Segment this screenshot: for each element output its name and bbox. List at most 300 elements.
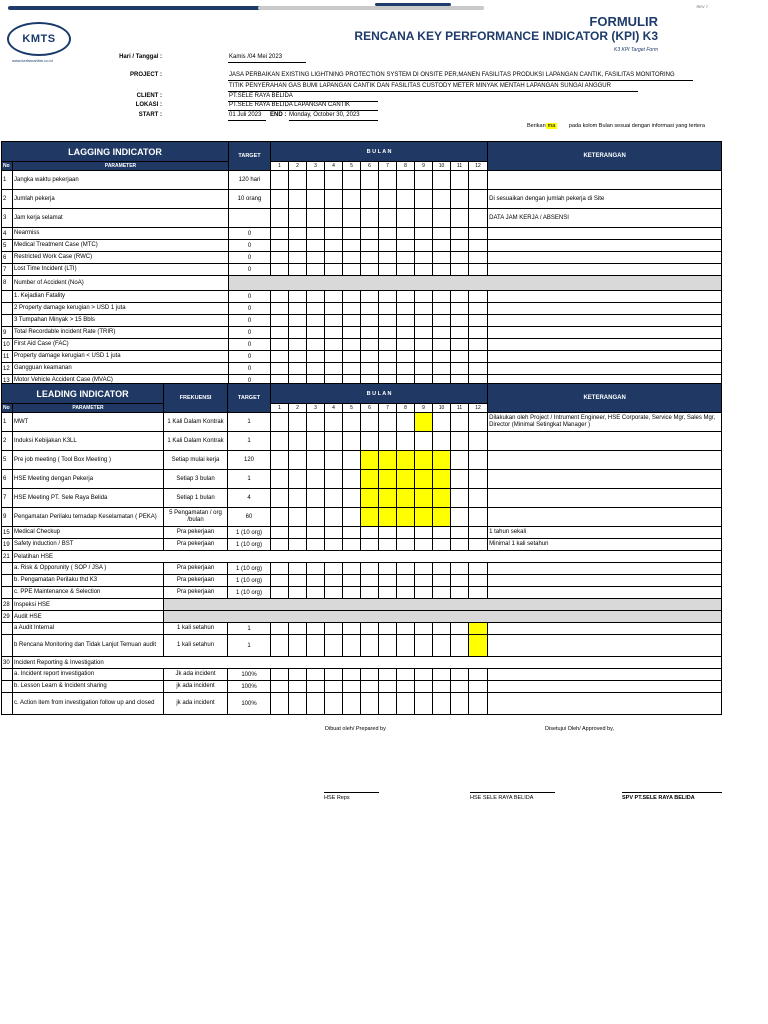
month-cell [415, 681, 433, 693]
month-cell [343, 209, 361, 228]
month-cell [415, 303, 433, 315]
lagging-row [2, 303, 722, 315]
month-cell [379, 693, 397, 715]
keterangan-cell [488, 432, 722, 451]
month-cell [433, 693, 451, 715]
section-gray-bar [164, 599, 722, 611]
target-cell: 0 [229, 264, 271, 276]
month-cell [361, 209, 379, 228]
lagging-bulan-head: B U L A N [271, 142, 488, 162]
month-cell [343, 563, 361, 575]
row-number: 2 [2, 190, 13, 209]
form-caption: K3 KPI Target Form [614, 47, 658, 53]
month-cell [451, 539, 469, 551]
lagging-indicator-table [1, 141, 722, 387]
month-cell [289, 327, 307, 339]
row-number: 7 [2, 489, 13, 508]
frekuensi-cell: 1 Kali Dalam Kontrak [164, 413, 228, 432]
lokasi-label: LOKASI : [135, 102, 162, 108]
month-cell [379, 190, 397, 209]
month-cell [361, 291, 379, 303]
month-cell [343, 315, 361, 327]
lagging-row [2, 190, 722, 209]
month-cell [361, 527, 379, 539]
month-cell [361, 339, 379, 351]
keterangan-cell [488, 489, 722, 508]
top-decor-bar-light [258, 6, 484, 10]
target-cell: 0 [229, 252, 271, 264]
month-cell-planned [361, 489, 379, 508]
parameter-cell: Total Recordable incident Rate (TRIR) [13, 327, 229, 339]
lokasi-underline [228, 110, 378, 111]
month-cell [343, 240, 361, 252]
parameter-cell: b. Lesson Learn & Incident sharing [13, 681, 164, 693]
leading-row [2, 413, 722, 432]
parameter-cell: Restricted Work Case (RWC) [13, 252, 229, 264]
month-cell [379, 539, 397, 551]
month-cell [289, 303, 307, 315]
start-label: START : [138, 112, 162, 118]
month-cell [451, 508, 469, 527]
month-cell-planned [415, 451, 433, 470]
month-cell [307, 209, 325, 228]
month-cell [469, 264, 488, 276]
month-cell [289, 563, 307, 575]
month-cell [271, 303, 289, 315]
month-cell [307, 451, 325, 470]
month-cell [307, 681, 325, 693]
month-header: 3 [307, 162, 325, 171]
month-cell [343, 171, 361, 190]
month-cell [397, 693, 415, 715]
month-cell [343, 527, 361, 539]
row-number: 30 [2, 657, 13, 669]
row-number [2, 669, 13, 681]
month-cell-planned [433, 470, 451, 489]
month-cell [361, 587, 379, 599]
month-cell [361, 693, 379, 715]
lagging-row [2, 291, 722, 303]
lagging-row [2, 327, 722, 339]
month-cell [451, 432, 469, 451]
month-cell [415, 623, 433, 635]
keterangan-cell [488, 252, 722, 264]
month-cell [361, 363, 379, 375]
month-cell [307, 327, 325, 339]
month-cell [289, 413, 307, 432]
row-number: 4 [2, 228, 13, 240]
parameter-cell: b. Pengamatan Perilaku thd K3 [13, 575, 164, 587]
month-cell-planned [415, 413, 433, 432]
month-cell [415, 190, 433, 209]
parameter-cell: Medical Treatment Case (MTC) [13, 240, 229, 252]
row-number: 1 [2, 171, 13, 190]
month-cell [289, 669, 307, 681]
month-cell [469, 575, 488, 587]
month-cell [379, 527, 397, 539]
frekuensi-cell: Pra pekerjaan [164, 575, 228, 587]
month-cell [379, 669, 397, 681]
target-cell: 1 (10 org) [228, 575, 271, 587]
month-cell [271, 635, 289, 657]
month-cell [397, 315, 415, 327]
month-cell [415, 315, 433, 327]
parameter-cell: HSE Meeting dengan Pekerja [13, 470, 164, 489]
month-cell [289, 363, 307, 375]
month-cell [289, 527, 307, 539]
month-header: 2 [289, 162, 307, 171]
row-number: 15 [2, 527, 13, 539]
month-cell [307, 635, 325, 657]
month-cell [433, 623, 451, 635]
keterangan-cell: Dilakukan oleh Project / Intrument Engineer, HSE Corporate, Service Mgr, Sales Mgr, Director (Minimal Setingkat Manager ) [488, 413, 722, 432]
row-number: 9 [2, 508, 13, 527]
month-cell [451, 575, 469, 587]
leading-keterangan-head: KETERANGAN [488, 384, 722, 413]
month-cell [379, 303, 397, 315]
month-cell [271, 240, 289, 252]
month-cell [469, 327, 488, 339]
target-cell: 0 [229, 315, 271, 327]
month-cell [469, 681, 488, 693]
parameter-cell: Property damage kerugian < USD 1 juta [13, 351, 229, 363]
month-cell-planned [361, 451, 379, 470]
frekuensi-cell: 1 kali setahun [164, 635, 228, 657]
month-cell [379, 413, 397, 432]
target-cell: 0 [229, 351, 271, 363]
month-cell-planned [397, 508, 415, 527]
row-number: 1 [2, 413, 13, 432]
frekuensi-cell: Pra pekerjaan [164, 563, 228, 575]
month-cell [469, 669, 488, 681]
keterangan-cell [488, 291, 722, 303]
month-cell [379, 623, 397, 635]
month-cell [343, 539, 361, 551]
month-cell [433, 190, 451, 209]
month-cell [271, 508, 289, 527]
month-cell [451, 681, 469, 693]
note-mid: ma [547, 123, 556, 129]
leading-row [2, 527, 722, 539]
month-cell [415, 240, 433, 252]
client-label: CLIENT : [136, 93, 162, 99]
month-cell [271, 587, 289, 599]
month-cell [451, 527, 469, 539]
month-cell [307, 303, 325, 315]
month-cell-planned [433, 508, 451, 527]
section-title: Incident Reporting & Investigation [13, 657, 722, 669]
month-cell [343, 303, 361, 315]
month-header: 6 [361, 162, 379, 171]
month-cell [397, 228, 415, 240]
leading-row [2, 635, 722, 657]
keterangan-cell [488, 264, 722, 276]
month-cell [469, 508, 488, 527]
lagging-row [2, 171, 722, 190]
logo-url: www.kerismaritim.co.id [12, 58, 53, 63]
month-cell [451, 470, 469, 489]
month-cell [397, 669, 415, 681]
end-underline [289, 120, 378, 121]
parameter-cell: Safety induction / BST [13, 539, 164, 551]
month-cell [469, 315, 488, 327]
month-cell [451, 351, 469, 363]
keterangan-cell [488, 315, 722, 327]
frekuensi-cell: 1 Kali Dalam Kontrak [164, 432, 228, 451]
month-cell-planned [361, 508, 379, 527]
month-cell [469, 240, 488, 252]
parameter-cell: Number of Accident (NoA) [13, 276, 229, 291]
month-cell [343, 669, 361, 681]
month-cell [379, 228, 397, 240]
month-cell [325, 539, 343, 551]
month-cell-planned [415, 470, 433, 489]
month-cell [451, 623, 469, 635]
keterangan-cell [488, 508, 722, 527]
month-cell [451, 303, 469, 315]
parameter-cell: c. PPE Maintenance & Selection [13, 587, 164, 599]
month-cell [325, 451, 343, 470]
month-cell-planned [469, 623, 488, 635]
frekuensi-cell: Setiap mulai kerja [164, 451, 228, 470]
month-cell [343, 470, 361, 489]
month-cell [325, 339, 343, 351]
month-cell [325, 252, 343, 264]
month-cell [451, 264, 469, 276]
target-cell: 0 [229, 375, 271, 387]
month-cell [451, 291, 469, 303]
month-cell [415, 587, 433, 599]
row-number [2, 587, 13, 599]
month-cell [325, 432, 343, 451]
month-cell [307, 171, 325, 190]
month-cell [379, 563, 397, 575]
lagging-row [2, 264, 722, 276]
month-cell [469, 470, 488, 489]
month-cell [325, 669, 343, 681]
month-cell [415, 635, 433, 657]
month-cell [343, 681, 361, 693]
month-cell-planned [379, 508, 397, 527]
month-cell [343, 635, 361, 657]
month-cell [433, 527, 451, 539]
month-cell [433, 240, 451, 252]
frekuensi-cell: Setiap 1 bulan [164, 489, 228, 508]
month-cell [397, 432, 415, 451]
frekuensi-cell: jk ada incident [164, 681, 228, 693]
month-cell [397, 291, 415, 303]
month-cell [379, 252, 397, 264]
month-cell [343, 252, 361, 264]
month-cell [307, 693, 325, 715]
keterangan-cell [488, 587, 722, 599]
row-number: 10 [2, 339, 13, 351]
date-underline [228, 62, 306, 63]
keterangan-cell [488, 363, 722, 375]
month-cell [307, 623, 325, 635]
month-cell [415, 432, 433, 451]
leading-row [2, 508, 722, 527]
month-cell [307, 252, 325, 264]
signature-line-hse-sele [470, 792, 555, 793]
parameter-cell: a Audit Internal [13, 623, 164, 635]
month-cell [415, 327, 433, 339]
month-cell-planned [397, 489, 415, 508]
month-cell [343, 351, 361, 363]
month-cell [289, 681, 307, 693]
leading-bulan-head: B U L A N [271, 384, 488, 404]
month-cell [361, 539, 379, 551]
parameter-cell: 3 Tumpahan Minyak > 15 Bbls [13, 315, 229, 327]
parameter-cell: 2 Property damage kerugian > USD 1 juta [13, 303, 229, 315]
month-cell [271, 264, 289, 276]
month-cell [325, 327, 343, 339]
leading-target-head: TARGET [228, 384, 271, 413]
lagging-row [2, 228, 722, 240]
month-cell [343, 363, 361, 375]
target-cell: 100% [228, 681, 271, 693]
month-cell [325, 575, 343, 587]
month-cell [289, 575, 307, 587]
month-cell [343, 508, 361, 527]
keterangan-cell [488, 635, 722, 657]
row-number: 2 [2, 432, 13, 451]
target-cell: 1 (10 org) [228, 527, 271, 539]
month-cell [307, 363, 325, 375]
leading-no-head: No [2, 404, 13, 413]
leading-title: LEADING INDICATOR [2, 384, 164, 404]
month-cell [289, 451, 307, 470]
month-cell [325, 470, 343, 489]
leading-row [2, 681, 722, 693]
lagging-row [2, 339, 722, 351]
month-cell [469, 489, 488, 508]
month-cell [325, 508, 343, 527]
keterangan-cell [488, 339, 722, 351]
month-cell [397, 303, 415, 315]
target-cell: 1 (10 org) [228, 587, 271, 599]
frekuensi-cell: Jk ada incident [164, 669, 228, 681]
month-cell [451, 339, 469, 351]
month-cell [451, 563, 469, 575]
parameter-cell: Induksi Kebijakan K3LL [13, 432, 164, 451]
frekuensi-cell: 1 kali setahun [164, 623, 228, 635]
month-cell [433, 303, 451, 315]
leading-row [2, 451, 722, 470]
month-cell [307, 264, 325, 276]
month-cell [271, 693, 289, 715]
lagging-row [2, 276, 722, 291]
month-cell [415, 693, 433, 715]
section-gray-bar [164, 611, 722, 623]
month-cell [343, 623, 361, 635]
month-cell [415, 351, 433, 363]
month-cell [289, 171, 307, 190]
month-header: 12 [469, 404, 488, 413]
keterangan-cell: DATA JAM KERJA / ABSENSI [488, 209, 722, 228]
section-gray-bar [229, 276, 722, 291]
month-cell [307, 351, 325, 363]
logo-text: KMTS [22, 33, 56, 45]
parameter-cell: b Rencana Monitoring dan Tidak Lanjut Temuan audit [13, 635, 164, 657]
month-cell [433, 539, 451, 551]
month-header: 4 [325, 162, 343, 171]
month-cell [361, 623, 379, 635]
month-cell [433, 413, 451, 432]
month-cell [433, 209, 451, 228]
keterangan-cell [488, 563, 722, 575]
month-cell [325, 190, 343, 209]
month-cell [361, 240, 379, 252]
month-cell [433, 252, 451, 264]
month-cell [379, 209, 397, 228]
month-cell [397, 171, 415, 190]
month-cell [415, 252, 433, 264]
month-cell [469, 693, 488, 715]
row-number [2, 315, 13, 327]
month-cell [433, 635, 451, 657]
month-cell [397, 240, 415, 252]
target-cell: 120 [228, 451, 271, 470]
month-cell [397, 623, 415, 635]
month-cell [397, 681, 415, 693]
month-cell [451, 587, 469, 599]
month-cell [343, 575, 361, 587]
client-value: PT.SELE RAYA BELIDA [229, 93, 293, 99]
keterangan-cell: 1 tahun sekali [488, 527, 722, 539]
parameter-cell: MWT [13, 413, 164, 432]
month-cell [325, 264, 343, 276]
month-cell [451, 363, 469, 375]
month-cell [343, 264, 361, 276]
month-header: 11 [451, 404, 469, 413]
leading-row [2, 657, 722, 669]
month-cell [307, 413, 325, 432]
month-cell [451, 635, 469, 657]
row-number: 21 [2, 551, 13, 563]
month-cell [325, 351, 343, 363]
leading-row [2, 611, 722, 623]
leading-indicator-table [1, 383, 722, 715]
target-cell: 1 (10 org) [228, 539, 271, 551]
month-cell [271, 351, 289, 363]
lagging-header-row [2, 142, 722, 162]
section-title: Audit HSE [13, 611, 164, 623]
lagging-no-head: No [2, 162, 13, 171]
month-cell [289, 252, 307, 264]
month-cell [433, 291, 451, 303]
month-cell [469, 171, 488, 190]
target-cell: 1 [228, 432, 271, 451]
month-cell [325, 693, 343, 715]
row-number [2, 303, 13, 315]
row-number [2, 291, 13, 303]
month-cell [451, 413, 469, 432]
row-number [2, 623, 13, 635]
month-cell [289, 240, 307, 252]
month-cell [397, 587, 415, 599]
month-cell [325, 171, 343, 190]
target-cell: 0 [229, 291, 271, 303]
project-value-line1: JASA PERBAIKAN EXISTING LIGHTNING PROTECTION SYSTEM DI ONSITE PER,MANEN FASILITAS PRODUKSI LAPANGAN CANTIK, FASILITAS MONITORING [229, 72, 675, 78]
month-cell [289, 508, 307, 527]
month-cell [325, 315, 343, 327]
month-cell [451, 190, 469, 209]
month-cell [361, 190, 379, 209]
top-decor-bar-mid [375, 3, 451, 6]
month-cell [451, 315, 469, 327]
month-cell [433, 363, 451, 375]
